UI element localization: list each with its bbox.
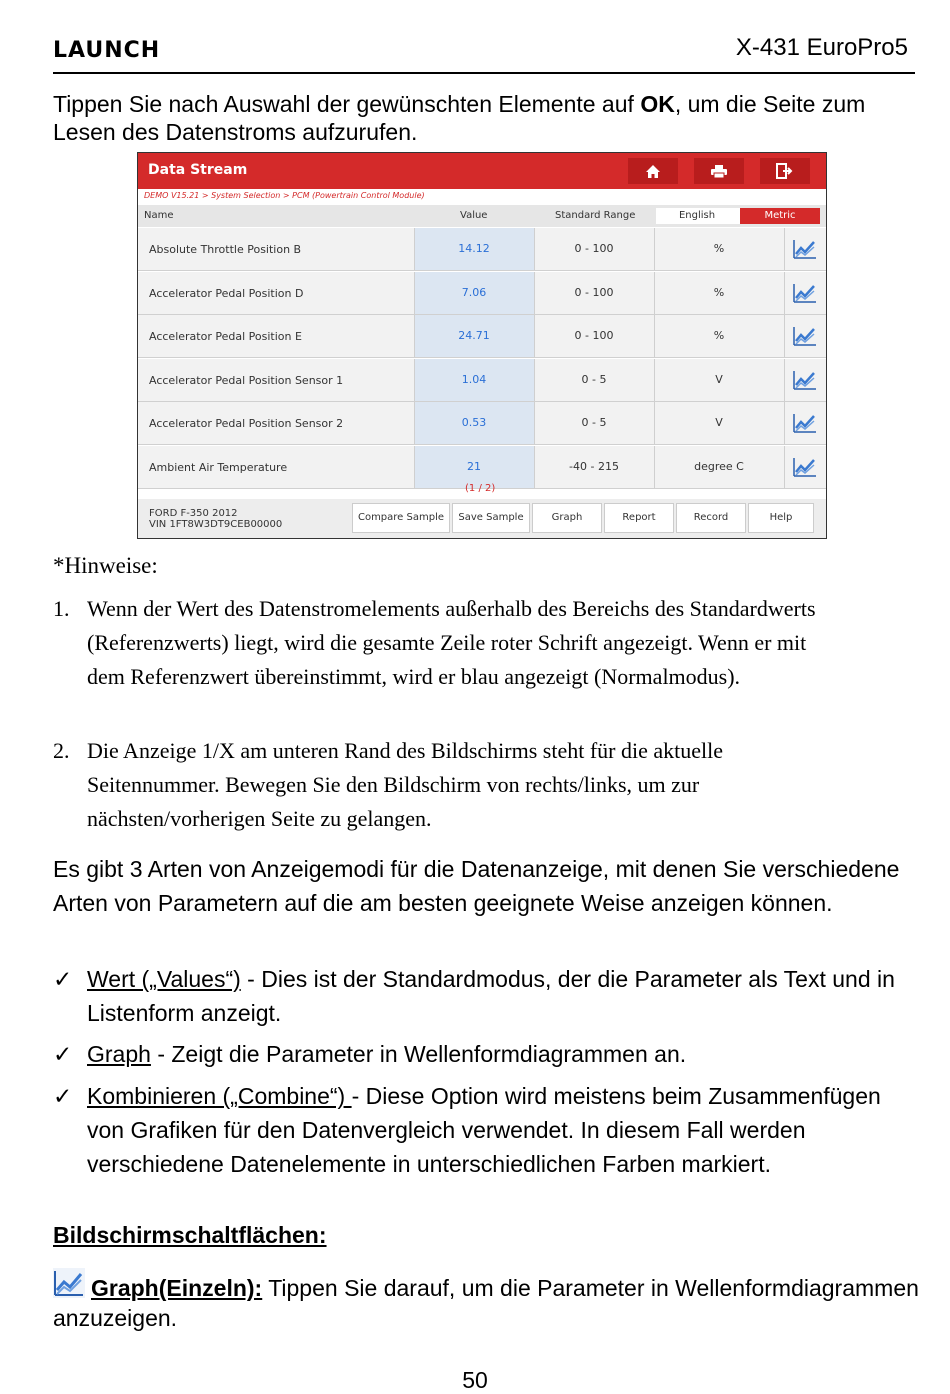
row-graph-button[interactable]: [784, 402, 826, 444]
row-value: 21: [414, 446, 534, 488]
data-row[interactable]: [138, 315, 826, 358]
column-divider: [414, 359, 415, 401]
mode-term: Kombinieren („Combine“): [87, 1083, 352, 1109]
row-value: 1.04: [414, 359, 534, 401]
data-row[interactable]: [138, 359, 826, 402]
print-icon: [710, 164, 728, 179]
data-row[interactable]: [138, 228, 826, 271]
intro-paragraph: [53, 90, 923, 146]
modes-intro: Es gibt 3 Arten von Anzeigemodi für die Datenanzeige, mit denen Sie verschiedene Arten von Parametern auf die am besten geeignete Weise anzeigen können.: [53, 856, 900, 916]
print-button[interactable]: [694, 158, 744, 184]
checkmark-icon: ✓: [53, 966, 73, 992]
row-range: 0 - 5: [581, 416, 607, 430]
column-divider: [654, 228, 655, 270]
column-divider: [534, 228, 535, 270]
exit-icon: [776, 163, 794, 179]
model-name: X-431 EuroPro5: [735, 34, 908, 61]
row-name: Ambient Air Temperature: [149, 461, 288, 474]
note-text: Die Anzeige 1/X am unteren Rand des Bildschirms steht für die aktuelle Seitennummer. Bewegen Sie den Bildschirm von rechts/links, um zur nächsten/vorherigen Seite zu gelangen.: [87, 738, 724, 831]
buttons-section-heading: Bildschirmschaltflächen:: [53, 1222, 327, 1248]
notes-heading: *Hinweise:: [53, 553, 158, 578]
exit-button[interactable]: [760, 158, 810, 184]
row-range: 0 - 5: [581, 372, 607, 386]
row-graph-button[interactable]: [784, 228, 826, 270]
row-unit: %: [713, 329, 725, 343]
row-name: Accelerator Pedal Position D: [149, 286, 304, 300]
compare-sample-button[interactable]: Compare Sample: [352, 503, 450, 533]
row-value: 0.53: [414, 402, 534, 444]
graph-button[interactable]: Graph: [532, 503, 602, 533]
page-number: 50: [462, 1367, 488, 1393]
graph-single-description: [53, 1268, 923, 1332]
column-divider: [654, 272, 655, 314]
row-graph-button[interactable]: [784, 272, 826, 314]
row-range: -40 - 215: [569, 460, 619, 473]
graph-icon: [793, 282, 817, 304]
intro-text-before: Tippen Sie nach Auswahl der gewünschten Elemente auf: [53, 91, 641, 117]
page-indicator: (1 / 2): [465, 483, 496, 494]
column-divider: [534, 272, 535, 314]
breadcrumb: DEMO V15.21 > System Selection > PCM (Powertrain Control Module): [144, 191, 425, 200]
data-stream-screenshot: [137, 152, 827, 539]
row-name: Accelerator Pedal Position Sensor 1: [149, 373, 344, 387]
column-value: Value: [460, 210, 488, 221]
column-divider: [534, 359, 535, 401]
graph-icon: [793, 238, 817, 260]
mode-term: Graph: [87, 1041, 151, 1067]
graph-icon: [793, 456, 817, 478]
brand-logo: LAUNCH: [53, 38, 161, 63]
row-name: Absolute Throttle Position B: [149, 243, 302, 256]
vehicle-info: [149, 508, 282, 530]
graph-icon: [793, 325, 817, 347]
intro-text-after: , um die Seite zum Lesen des Datenstroms aufzurufen.: [53, 91, 866, 145]
row-value: 14.12: [414, 228, 534, 270]
help-button[interactable]: Help: [748, 503, 814, 533]
graph-icon: [793, 369, 817, 391]
note-text: Wenn der Wert des Datenstromelements außerhalb des Bereichs des Standardwerts (Referenzwerts) liegt, wird die gesamte Zeile roter Schrift angezeigt. Wenn er mit dem Referenzwert übereinstimmt, wird er blau angezeigt (Normalmodus).: [87, 596, 816, 689]
column-divider: [654, 359, 655, 401]
row-graph-button[interactable]: [784, 359, 826, 401]
vehicle-vin: VIN 1FT8W3DT9CEB00000: [149, 519, 283, 530]
note-number: 1.: [53, 596, 70, 621]
unit-toggle[interactable]: [656, 208, 820, 224]
column-divider: [414, 315, 415, 357]
row-unit: %: [713, 285, 725, 299]
row-graph-button[interactable]: [784, 315, 826, 357]
column-divider: [534, 402, 535, 444]
unit-english-option[interactable]: English: [678, 210, 716, 221]
note-number: 2.: [53, 738, 70, 763]
report-button[interactable]: Report: [604, 503, 674, 533]
screenshot-footer: [138, 499, 826, 539]
column-divider: [414, 272, 415, 314]
row-range: 0 - 100: [574, 285, 614, 299]
row-unit: V: [715, 416, 723, 430]
column-divider: [654, 402, 655, 444]
column-divider: [654, 446, 655, 488]
row-name: Accelerator Pedal Position Sensor 2: [149, 417, 344, 431]
row-value: 24.71: [414, 315, 534, 357]
graph-single-desc: Tippen Sie darauf, um die Parameter in Wellenformdiagrammen anzuzeigen.: [53, 1275, 919, 1331]
row-unit: degree C: [694, 460, 744, 473]
graph-icon: [793, 412, 817, 434]
column-header-row: [138, 205, 826, 227]
column-standard-range: Standard Range: [555, 210, 636, 221]
save-sample-button[interactable]: Save Sample: [452, 503, 530, 533]
mode-desc: - Zeigt die Parameter in Wellenformdiagrammen an.: [150, 1041, 687, 1067]
data-row[interactable]: [138, 272, 826, 315]
title-bar: [138, 153, 826, 189]
row-graph-button[interactable]: [784, 446, 826, 488]
column-divider: [534, 446, 535, 488]
graph-icon: [53, 1268, 85, 1304]
data-row[interactable]: [138, 402, 826, 445]
vehicle-model: FORD F-350 2012: [149, 508, 238, 519]
mode-term: Wert („Values“): [87, 966, 241, 992]
screen-title: Data Stream: [148, 162, 248, 178]
graph-single-label: Graph(Einzeln):: [91, 1275, 263, 1301]
row-unit: %: [713, 242, 725, 255]
checkmark-icon: ✓: [53, 1083, 73, 1109]
record-button[interactable]: Record: [676, 503, 746, 533]
row-name: Accelerator Pedal Position E: [149, 330, 302, 344]
column-divider: [414, 402, 415, 444]
checkmark-icon: ✓: [53, 1041, 73, 1067]
column-divider: [534, 315, 535, 357]
mode-desc: - Diese Option wird meistens beim Zusammenfügen von Grafiken für den Datenvergleich verwendet. In diesem Fall werden verschiedene Datenelemente in unterschiedlichen Farben markiert.: [87, 1083, 881, 1177]
home-icon: [645, 164, 661, 179]
column-divider: [414, 446, 415, 488]
intro-ok-word: OK: [640, 91, 675, 117]
row-range: 0 - 100: [574, 329, 614, 343]
row-value: 7.06: [414, 272, 534, 314]
unit-metric-option[interactable]: Metric: [740, 208, 820, 224]
row-unit: V: [715, 372, 723, 386]
header-divider: [53, 72, 915, 74]
column-divider: [654, 315, 655, 357]
mode-desc: - Dies ist der Standardmodus, der die Parameter als Text und in Listenform anzeigt.: [87, 966, 895, 1026]
column-divider: [414, 228, 415, 270]
column-name: Name: [144, 210, 174, 221]
row-range: 0 - 100: [574, 242, 614, 255]
home-button[interactable]: [628, 158, 678, 184]
